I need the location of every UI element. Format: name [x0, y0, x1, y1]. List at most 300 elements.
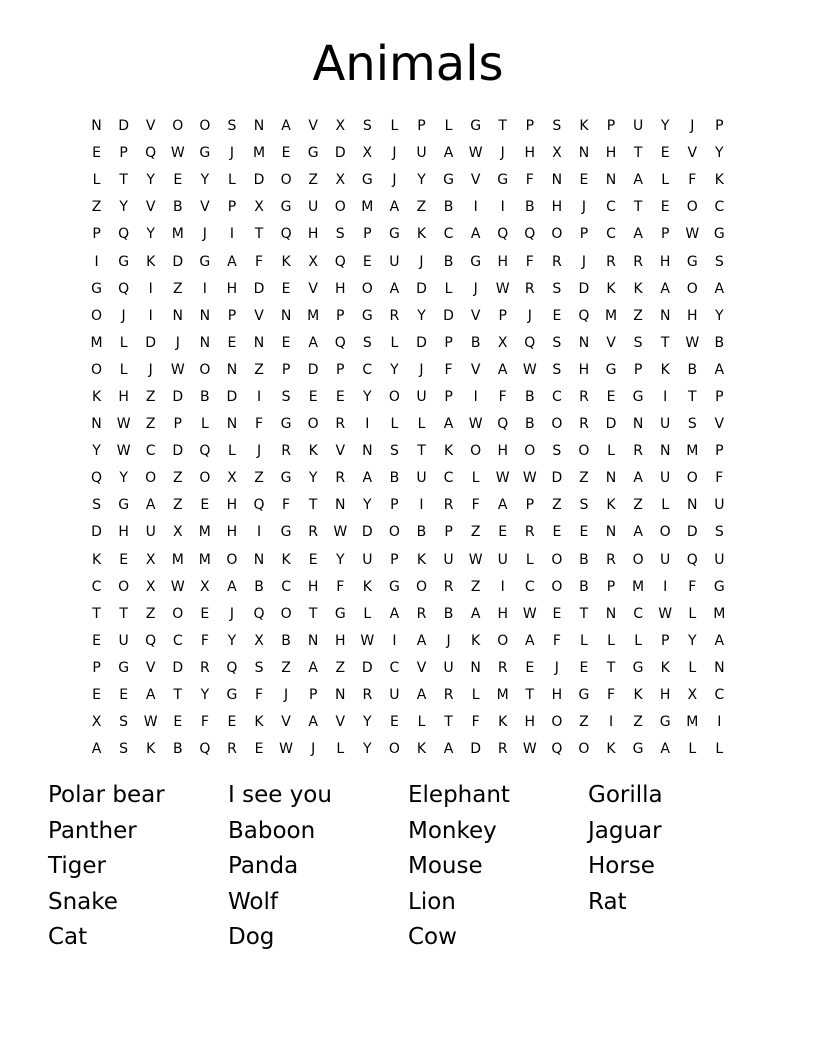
grid-letter: D: [172, 253, 184, 270]
grid-letter: N: [91, 118, 102, 135]
grid-letter: N: [335, 497, 346, 514]
grid-letter: R: [335, 470, 346, 487]
grid-letter: E: [119, 551, 129, 568]
grid-letter: L: [390, 118, 399, 135]
grid-letter: C: [443, 226, 454, 243]
grid-letter: T: [254, 226, 264, 243]
grid-letter: L: [471, 470, 480, 487]
grid-letter: Q: [118, 226, 130, 243]
grid-letter: N: [335, 687, 346, 704]
grid-letter: T: [92, 605, 101, 622]
grid-letter: G: [388, 578, 400, 595]
grid-letter: R: [308, 524, 319, 541]
grid-letter: A: [470, 226, 481, 243]
grid-letter: D: [91, 524, 102, 541]
grid-letter: C: [281, 578, 291, 595]
grid-letter: I: [419, 497, 424, 514]
grid-letter: B: [443, 253, 454, 270]
grid-letter: R: [497, 659, 508, 676]
grid-letter: N: [470, 659, 481, 676]
grid-letter: P: [281, 361, 291, 378]
grid-letter: T: [633, 199, 643, 216]
grid-letter: F: [552, 632, 561, 649]
grid-letter: Y: [92, 443, 101, 460]
grid-letter: Q: [524, 334, 536, 351]
grid-letter: B: [254, 578, 264, 595]
grid-letter: Q: [551, 741, 563, 758]
grid-letter: F: [471, 497, 480, 514]
grid-letter: D: [307, 361, 319, 378]
grid-letter: Y: [660, 118, 670, 135]
grid-letter: K: [416, 551, 427, 568]
grid-letter: Q: [91, 470, 103, 487]
grid-letter: U: [145, 524, 156, 541]
grid-row: [83, 248, 733, 275]
grid-letter: M: [252, 145, 266, 162]
grid-letter: J: [419, 361, 424, 378]
grid-letter: L: [688, 659, 697, 676]
grid-letter: I: [663, 388, 668, 405]
grid-letter: I: [148, 307, 153, 324]
grid-letter: G: [91, 280, 102, 297]
grid-letter: L: [444, 118, 453, 135]
grid-letter: F: [471, 714, 480, 731]
grid-letter: R: [335, 416, 346, 433]
grid-letter: P: [92, 659, 101, 676]
grid-letter: A: [497, 497, 508, 514]
grid-letter: E: [200, 497, 210, 514]
grid-letter: O: [334, 199, 346, 216]
grid-letter: N: [605, 605, 617, 622]
grid-letter: O: [118, 578, 130, 595]
grid-letter: B: [579, 578, 589, 595]
grid-letter: A: [362, 470, 373, 487]
grid-letter: J: [581, 199, 587, 216]
word-list-item: Cow: [408, 924, 457, 950]
grid-letter: V: [200, 199, 210, 216]
grid-letter: K: [443, 443, 454, 460]
grid-row: [83, 330, 733, 357]
grid-letter: N: [632, 416, 644, 433]
grid-letter: Z: [552, 497, 562, 514]
grid-letter: G: [118, 253, 130, 270]
grid-letter: E: [227, 714, 237, 731]
grid-letter: G: [307, 145, 319, 162]
grid-letter: M: [496, 687, 509, 704]
grid-letter: L: [92, 172, 101, 189]
grid-letter: V: [308, 118, 318, 135]
grid-letter: K: [606, 497, 616, 514]
grid-letter: L: [417, 416, 426, 433]
grid-letter: H: [118, 388, 129, 405]
grid-letter: O: [199, 361, 211, 378]
grid-letter: X: [308, 253, 318, 270]
grid-letter: O: [280, 605, 292, 622]
grid-letter: A: [714, 632, 725, 649]
grid-letter: P: [390, 497, 399, 514]
grid-letter: L: [688, 605, 697, 622]
grid-letter: W: [468, 551, 483, 568]
grid-letter: P: [606, 118, 616, 135]
grid-letter: W: [360, 632, 375, 649]
grid-letter: P: [227, 307, 237, 324]
grid-letter: I: [229, 226, 234, 243]
grid-letter: M: [686, 443, 699, 460]
grid-letter: P: [715, 443, 724, 460]
grid-letter: Q: [334, 334, 346, 351]
grid-letter: O: [578, 443, 590, 460]
grid-letter: E: [552, 524, 562, 541]
grid-letter: Q: [578, 307, 590, 324]
grid-letter: P: [173, 416, 182, 433]
grid-letter: D: [118, 118, 129, 135]
grid-letter: A: [633, 226, 643, 243]
grid-letter: O: [551, 226, 563, 243]
grid-letter: Q: [497, 226, 509, 243]
grid-letter: R: [524, 280, 535, 297]
grid-letter: O: [388, 388, 400, 405]
grid-letter: O: [172, 118, 184, 135]
grid-letter: A: [281, 118, 291, 135]
grid-letter: F: [200, 714, 209, 731]
grid-letter: U: [416, 145, 427, 162]
grid-letter: X: [552, 145, 562, 162]
grid-letter: W: [468, 416, 483, 433]
grid-letter: W: [279, 741, 293, 758]
grid-letter: J: [148, 361, 153, 378]
grid-letter: W: [522, 361, 537, 378]
grid-letter: J: [500, 145, 505, 162]
grid-letter: Q: [199, 741, 211, 758]
grid-letter: Z: [172, 280, 183, 297]
grid-letter: Q: [686, 551, 698, 568]
grid-letter: W: [143, 714, 158, 731]
grid-letter: N: [578, 145, 590, 162]
grid-letter: P: [660, 632, 670, 649]
grid-letter: D: [361, 659, 373, 676]
grid-letter: U: [497, 551, 508, 568]
grid-row: [83, 682, 733, 709]
grid-letter: A: [227, 578, 237, 595]
grid-letter: H: [497, 443, 508, 460]
grid-letter: Z: [254, 470, 264, 487]
grid-letter: O: [551, 551, 563, 568]
grid-letter: E: [227, 334, 237, 351]
grid-letter: L: [607, 443, 615, 460]
word-list-item: Rat: [588, 888, 627, 915]
grid-letter: O: [470, 443, 482, 460]
grid-letter: G: [632, 659, 644, 676]
word-list-item: Tiger: [48, 853, 106, 879]
grid-letter: Z: [254, 361, 264, 378]
grid-letter: B: [172, 741, 183, 758]
grid-letter: J: [473, 280, 478, 297]
grid-letter: H: [551, 199, 563, 216]
grid-letter: Y: [715, 307, 724, 324]
grid-letter: Z: [172, 470, 183, 487]
grid-letter: Y: [119, 470, 128, 487]
grid-letter: G: [199, 145, 211, 162]
grid-letter: G: [632, 741, 644, 758]
grid-letter: L: [228, 443, 236, 460]
grid-letter: X: [145, 578, 156, 595]
grid-letter: X: [335, 118, 346, 135]
grid-letter: T: [308, 497, 318, 514]
grid-letter: K: [254, 714, 264, 731]
grid-letter: G: [280, 470, 292, 487]
grid-letter: Q: [145, 145, 157, 162]
grid-letter: U: [714, 551, 725, 568]
grid-letter: O: [172, 605, 184, 622]
grid-letter: H: [497, 605, 508, 622]
grid-letter: Y: [363, 388, 372, 405]
grid-row: [83, 167, 733, 194]
word-list-item: Wolf: [228, 888, 278, 915]
grid-letter: U: [660, 470, 671, 487]
grid-letter: A: [633, 470, 643, 487]
grid-letter: S: [714, 253, 724, 270]
grid-letter: W: [685, 226, 700, 243]
grid-letter: W: [170, 145, 185, 162]
grid-letter: E: [92, 632, 101, 649]
grid-letter: T: [525, 687, 535, 704]
grid-letter: H: [578, 361, 590, 378]
grid-letter: S: [119, 714, 129, 731]
grid-letter: I: [94, 253, 99, 270]
grid-letter: D: [578, 280, 590, 297]
grid-letter: Y: [227, 632, 237, 649]
grid-letter: O: [551, 714, 563, 731]
grid-letter: W: [116, 443, 131, 460]
word-list-item: Mouse: [408, 853, 483, 879]
grid-letter: P: [227, 199, 237, 216]
grid-letter: M: [604, 307, 618, 324]
grid-letter: Z: [145, 388, 156, 405]
grid-letter: T: [660, 334, 670, 351]
grid-letter: A: [389, 280, 400, 297]
grid-row: [83, 709, 733, 736]
grid-letter: V: [470, 172, 481, 189]
grid-letter: K: [146, 253, 156, 270]
grid-letter: H: [226, 280, 238, 297]
grid-letter: D: [145, 334, 157, 351]
grid-letter: O: [280, 172, 292, 189]
grid-letter: Q: [334, 253, 346, 270]
grid-letter: M: [198, 524, 211, 541]
grid-letter: K: [606, 741, 616, 758]
grid-letter: M: [171, 226, 184, 243]
grid-letter: E: [281, 145, 291, 162]
grid-letter: F: [498, 388, 507, 405]
grid-letter: U: [632, 118, 644, 135]
grid-letter: S: [335, 226, 345, 243]
grid-letter: R: [497, 741, 508, 758]
grid-letter: W: [522, 470, 537, 487]
grid-letter: C: [443, 470, 454, 487]
grid-letter: N: [253, 551, 265, 568]
grid-letter: I: [473, 199, 478, 216]
grid-letter: Y: [308, 470, 318, 487]
grid-letter: E: [552, 307, 562, 324]
grid-row: [83, 628, 733, 655]
word-list-item: Panther: [48, 817, 137, 844]
grid-letter: A: [497, 361, 508, 378]
grid-letter: I: [608, 714, 614, 731]
grid-letter: J: [311, 741, 316, 758]
grid-letter: R: [443, 687, 454, 704]
grid-letter: Y: [363, 741, 372, 758]
grid-letter: L: [634, 632, 642, 649]
grid-letter: X: [145, 551, 156, 568]
grid-letter: B: [524, 388, 535, 405]
grid-letter: A: [416, 687, 427, 704]
grid-letter: H: [334, 632, 346, 649]
grid-row: [83, 221, 733, 248]
grid-letter: K: [633, 687, 643, 704]
grid-row: [83, 574, 733, 601]
grid-letter: L: [417, 714, 426, 731]
grid-letter: M: [198, 551, 211, 568]
grid-letter: N: [687, 497, 698, 514]
grid-letter: D: [470, 741, 482, 758]
grid-letter: F: [715, 470, 724, 487]
grid-letter: T: [579, 605, 589, 622]
grid-letter: M: [307, 307, 320, 324]
word-list-item: Lion: [408, 888, 456, 915]
grid-letter: M: [171, 551, 184, 568]
grid-letter: O: [145, 470, 157, 487]
grid-letter: P: [498, 307, 507, 324]
grid-letter: R: [606, 253, 616, 270]
grid-letter: R: [362, 687, 373, 704]
grid-letter: W: [333, 524, 348, 541]
grid-letter: O: [226, 551, 238, 568]
word-list-item: Gorilla: [588, 782, 663, 808]
grid-letter: N: [280, 307, 292, 324]
grid-letter: A: [633, 172, 643, 189]
word-list-item: Snake: [48, 888, 118, 915]
grid-letter: B: [470, 334, 481, 351]
grid-letter: J: [284, 687, 289, 704]
grid-letter: G: [578, 687, 590, 704]
grid-letter: N: [307, 632, 319, 649]
word-list-item: Polar bear: [48, 782, 165, 808]
grid-letter: A: [443, 741, 454, 758]
grid-letter: O: [686, 199, 698, 216]
grid-letter: P: [390, 551, 399, 568]
grid-letter: A: [470, 605, 481, 622]
grid-letter: S: [254, 659, 264, 676]
grid-letter: C: [606, 226, 616, 243]
word-list-item: Dog: [228, 924, 275, 950]
grid-letter: K: [308, 443, 318, 460]
grid-letter: C: [714, 199, 725, 216]
grid-letter: Z: [145, 605, 156, 622]
grid-letter: F: [444, 361, 453, 378]
grid-letter: S: [281, 388, 291, 405]
word-list-item: Jaguar: [588, 817, 662, 844]
grid-letter: D: [416, 280, 427, 297]
grid-row: [83, 276, 733, 303]
grid-letter: L: [119, 361, 128, 378]
grid-letter: B: [524, 199, 535, 216]
grid-letter: J: [581, 253, 587, 270]
grid-letter: C: [145, 443, 156, 460]
grid-letter: D: [172, 388, 184, 405]
grid-letter: G: [226, 687, 238, 704]
grid-letter: H: [226, 497, 238, 514]
grid-letter: A: [308, 659, 318, 676]
grid-letter: D: [253, 172, 265, 189]
letter-grid: [83, 113, 733, 763]
grid-letter: Y: [417, 172, 426, 189]
grid-letter: V: [714, 416, 725, 433]
grid-letter: D: [172, 443, 184, 460]
grid-letter: N: [253, 118, 265, 135]
grid-letter: X: [362, 145, 373, 162]
grid-letter: G: [118, 497, 130, 514]
word-list-item: Monkey: [408, 817, 497, 844]
grid-letter: A: [145, 687, 156, 704]
grid-letter: K: [416, 226, 427, 243]
grid-letter: L: [688, 741, 697, 758]
grid-letter: W: [685, 334, 700, 351]
grid-letter: F: [336, 578, 345, 595]
grid-letter: J: [690, 118, 695, 135]
grid-letter: O: [307, 416, 319, 433]
grid-letter: K: [498, 714, 508, 731]
grid-letter: A: [389, 605, 400, 622]
grid-letter: M: [686, 714, 699, 731]
grid-letter: E: [119, 687, 129, 704]
grid-letter: O: [578, 741, 590, 758]
grid-letter: A: [145, 497, 156, 514]
grid-letter: X: [254, 632, 264, 649]
grid-letter: G: [497, 172, 509, 189]
grid-letter: G: [470, 253, 482, 270]
grid-letter: J: [202, 226, 207, 243]
grid-letter: X: [200, 578, 210, 595]
grid-letter: N: [91, 416, 102, 433]
grid-letter: F: [254, 416, 264, 433]
grid-letter: K: [281, 551, 291, 568]
grid-letter: G: [361, 307, 373, 324]
grid-letter: E: [660, 145, 670, 162]
grid-letter: T: [498, 118, 507, 135]
grid-letter: Y: [335, 551, 345, 568]
grid-letter: E: [281, 334, 291, 351]
grid-letter: L: [715, 741, 724, 758]
grid-letter: V: [254, 307, 264, 324]
grid-letter: L: [661, 497, 670, 514]
word-list: [48, 778, 768, 956]
word-list-item: Elephant: [408, 782, 510, 808]
grid-letter: T: [119, 172, 128, 189]
grid-letter: R: [389, 307, 400, 324]
grid-letter: E: [308, 551, 318, 568]
grid-letter: C: [606, 199, 616, 216]
grid-letter: H: [659, 687, 671, 704]
grid-letter: Z: [335, 659, 346, 676]
grid-letter: M: [90, 334, 103, 351]
grid-letter: Q: [199, 443, 211, 460]
grid-letter: F: [282, 497, 291, 514]
grid-letter: S: [633, 334, 643, 351]
grid-letter: B: [281, 632, 291, 649]
grid-letter: N: [226, 361, 238, 378]
grid-letter: P: [525, 118, 535, 135]
grid-letter: C: [633, 605, 643, 622]
